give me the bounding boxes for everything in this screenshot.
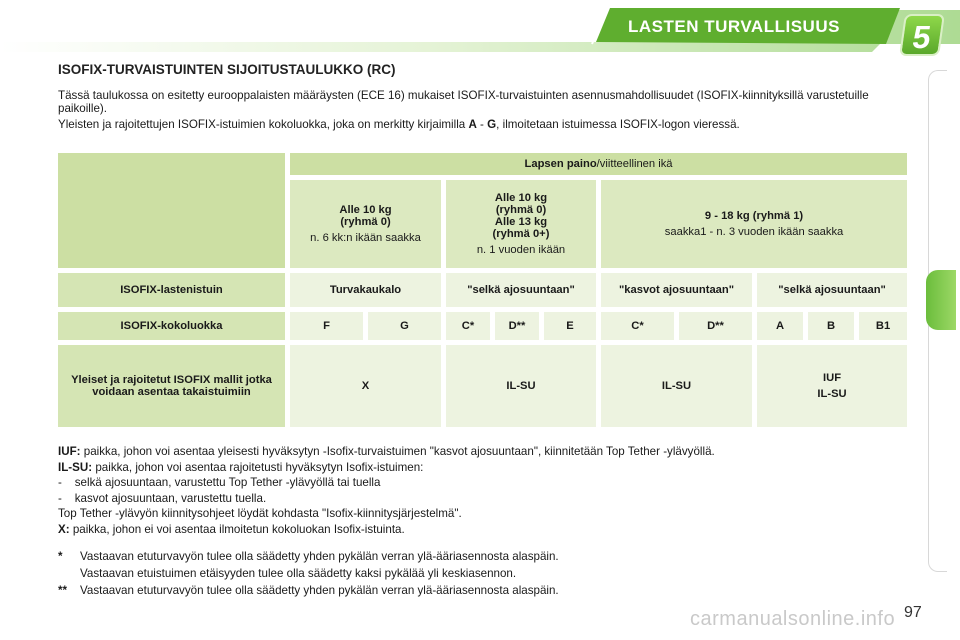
place-cell: IL-SU (601, 345, 752, 427)
group-1-cell: 9 - 18 kg (ryhmä 1) saakka1 - n. 3 vuoden ikään saakka (601, 180, 907, 268)
row-label-class: ISOFIX-kokoluokka (58, 312, 285, 340)
seat-type-cell: "selkä ajosuuntaan" (446, 273, 596, 307)
footnote-star-cont: Vastaavan etuistuimen etäisyyden tulee olla säädetty kaksi pykälää yli keskiasennon. (80, 567, 517, 580)
class-cell: C* (601, 312, 674, 340)
intro-paragraph-1: Tässä taulukossa on esitetty eurooppalaisten määräysten (ECE 16) mukaiset ISOFIX-turvaistuinten asennusmahdollisuudet (ISOFIX-kiinnityksillä varustetuille paikoille). (58, 89, 869, 115)
header-title: LASTEN TURVALLISUUS (628, 17, 840, 36)
table-header-weight: Lapsen paino/viitteellinen ikä (290, 153, 907, 175)
class-cell: A (757, 312, 803, 340)
section-title: ISOFIX-TURVAISTUINTEN SIJOITUSTAULUKKO (RC) (58, 62, 396, 77)
chapter-badge: 5 (899, 14, 945, 56)
note-tether: Top Tether -ylävyön kiinnitysohjeet löydät kohdasta "Isofix-kiinnitysjärjestelmä". (58, 507, 462, 520)
isofix-table (53, 148, 912, 432)
class-cell: F (290, 312, 363, 340)
note-x: X: paikka, johon ei voi asentaa ilmoitetun kokoluokan Isofix-istuinta. (58, 522, 405, 536)
group-0plus-cell: Alle 10 kg (ryhmä 0) Alle 13 kg (ryhmä 0+) n. 1 vuoden ikään (446, 180, 596, 268)
note-ilsu-item: - selkä ajosuuntaan, varustettu Top Tether -ylävyöllä tai tuella (58, 476, 381, 489)
note-ilsu: IL-SU: paikka, johon voi asentaa rajoitetusti hyväksytyn Isofix-istuimen: (58, 460, 424, 474)
footnote-double-star: ** Vastaavan etuturvavyön tulee olla säädetty yhden pykälän verran ylä-ääriasennosta alaspäin. (58, 584, 559, 597)
place-cell-iuf: IUF IL-SU (757, 345, 907, 427)
seat-type-cell: "kasvot ajosuuntaan" (601, 273, 752, 307)
seat-type-cell: Turvakaukalo (290, 273, 441, 307)
seat-type-cell: "selkä ajosuuntaan" (757, 273, 907, 307)
footnote-star: * Vastaavan etuturvavyön tulee olla säädetty yhden pykälän verran ylä-ääriasennosta alaspäin. (58, 550, 559, 563)
row-label-places: Yleiset ja rajoitetut ISOFIX mallit jotka voidaan asentaa takaistuimiin (58, 345, 285, 427)
note-ilsu-item: - kasvot ajosuuntaan, varustettu tuella. (58, 491, 267, 505)
intro-paragraph-2: Yleisten ja rajoitettujen ISOFIX-istuimien kokoluokka, joka on merkitty kirjaimilla A - G, ilmoitetaan istuimessa ISOFIX-logon vieressä. (58, 118, 740, 131)
note-iuf: IUF: paikka, johon voi asentaa yleisesti hyväksytyn -Isofix-turvaistuimen "kasvot ajosuuntaan", kiinnitetään Top Tether -ylävyöllä. (58, 445, 715, 458)
class-cell: D** (679, 312, 752, 340)
page-number: 97 (904, 604, 922, 621)
watermark: carmanualsonline.info (690, 608, 896, 630)
class-cell: E (544, 312, 596, 340)
group-0-cell: Alle 10 kg (ryhmä 0) n. 6 kk:n ikään saakka (290, 180, 441, 268)
class-cell: B1 (859, 312, 907, 340)
class-cell: B (808, 312, 854, 340)
place-cell: IL-SU (446, 345, 596, 427)
chapter-side-tab[interactable] (926, 270, 956, 330)
row-label-seat: ISOFIX-lastenistuin (58, 273, 285, 307)
footnotes (58, 548, 904, 599)
class-cell: G (368, 312, 441, 340)
table-corner (58, 153, 285, 268)
class-cell: C* (446, 312, 490, 340)
place-cell: X (290, 345, 441, 427)
legend-notes (58, 444, 904, 537)
class-cell: D** (495, 312, 539, 340)
